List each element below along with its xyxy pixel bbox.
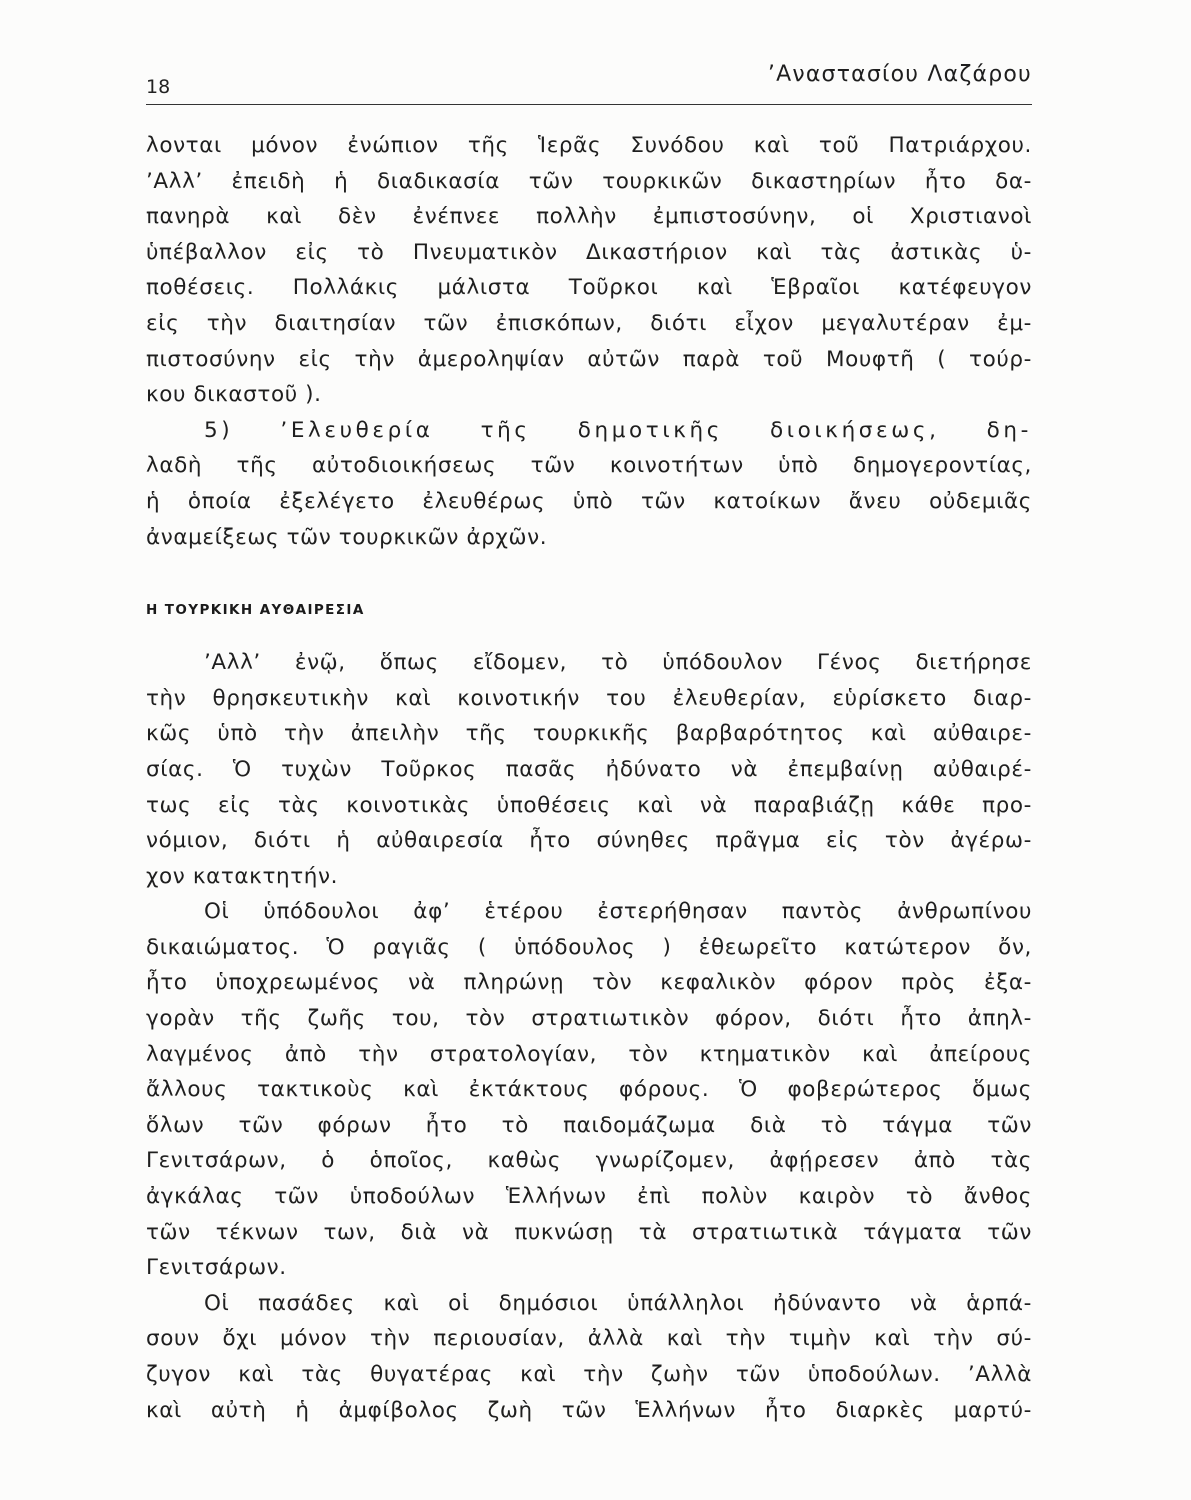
running-head-author: ’Αναστασίου Λαζάρου bbox=[767, 62, 1032, 87]
text-line: λαδὴ τῆς αὐτοδιοικήσεως τῶν κοινοτήτων ὑπὸ δημογεροντίας, bbox=[146, 453, 1032, 479]
text-line: ἀναμείξεως τῶν τουρκικῶν ἀρχῶν. bbox=[146, 524, 548, 550]
text-line: ἦτο ὑποχρεωμένος νὰ πληρώνῃ τὸν κεφαλικὸν φόρον πρὸς ἐξα- bbox=[146, 970, 1032, 996]
paragraph bbox=[146, 645, 1032, 894]
section-gap bbox=[146, 555, 1032, 595]
text-line: τως εἰς τὰς κοινοτικὰς ὑποθέσεις καὶ νὰ παραβιάζῃ κάθε προ- bbox=[146, 792, 1032, 818]
section-heading: Η ΤΟΥΡΚΙΚΗ ΑΥΘΑΙΡΕΣΙΑ bbox=[146, 602, 365, 619]
paragraph bbox=[146, 1286, 1032, 1428]
text-line: λαγμένος ἀπὸ τὴν στρατολογίαν, τὸν κτηματικὸν καὶ ἀπείρους bbox=[146, 1041, 1032, 1067]
text-line: πανηρὰ καὶ δὲν ἐνέπνεε πολλὴν ἐμπιστοσύνην, οἱ Χριστιανοὶ bbox=[146, 204, 1032, 230]
text-line: κῶς ὑπὸ τὴν ἀπειλὴν τῆς τουρκικῆς βαρβαρότητος καὶ αὐθαιρε- bbox=[146, 721, 1032, 747]
text-line: καὶ αὐτὴ ἡ ἀμφίβολος ζωὴ τῶν Ἑλλήνων ἦτο διαρκὲς μαρτύ- bbox=[146, 1397, 1032, 1423]
text-line: ἄλλους τακτικοὺς καὶ ἐκτάκτους φόρους. Ὁ φοβερώτερος ὅμως bbox=[146, 1077, 1032, 1103]
text-line: κου δικαστοῦ ). bbox=[146, 382, 322, 408]
text-line: τὴν θρησκευτικὴν καὶ κοινοτικήν του ἐλευθερίαν, εὑρίσκετο διαρ- bbox=[146, 685, 1032, 711]
running-head bbox=[146, 62, 1032, 102]
text-line: Γενιτσάρων. bbox=[146, 1255, 287, 1281]
text-line: ’Αλλ’ ἐπειδὴ ἡ διαδικασία τῶν τουρκικῶν δικαστηρίων ἦτο δα- bbox=[146, 168, 1032, 194]
text-line: λονται μόνον ἐνώπιον τῆς Ἱερᾶς Συνόδου καὶ τοῦ Πατριάρχου. bbox=[146, 133, 1032, 158]
page-number: 18 bbox=[146, 76, 171, 98]
text-line: Οἱ πασάδες καὶ οἱ δημόσιοι ὑπάλληλοι ἠδύναντο νὰ ἁρπά- bbox=[204, 1290, 1032, 1316]
text-line: 5) ’Ελευθερία τῆς δημοτικῆς διοικήσεως, δη- bbox=[204, 417, 1032, 443]
text-line: Γενιτσάρων, ὁ ὁποῖος, καθὼς γνωρίζομεν, ἀφῄρεσεν ἀπὸ τὰς bbox=[146, 1148, 1032, 1174]
text-line: χον κατακτητήν. bbox=[146, 863, 339, 889]
paragraph bbox=[146, 894, 1032, 1286]
paragraph bbox=[146, 128, 1032, 413]
text-line: Οἱ ὑπόδουλοι ἀφ’ ἑτέρου ἐστερήθησαν παντὸς ἀνθρωπίνου bbox=[204, 899, 1032, 925]
text-line: τῶν τέκνων των, διὰ νὰ πυκνώσῃ τὰ στρατιωτικὰ τάγματα τῶν bbox=[146, 1219, 1032, 1245]
text-line: ἀγκάλας τῶν ὑποδούλων Ἑλλήνων ἐπὶ πολὺν καιρὸν τὸ ἄνθος bbox=[146, 1184, 1032, 1210]
text-line: πιστοσύνην εἰς τὴν ἀμεροληψίαν αὐτῶν παρὰ τοῦ Μουφτῆ ( τούρ- bbox=[146, 346, 1032, 372]
text-line: γορὰν τῆς ζωῆς του, τὸν στρατιωτικὸν φόρον, διότι ἦτο ἀπηλ- bbox=[146, 1006, 1032, 1032]
text-line: εἰς τὴν διαιτησίαν τῶν ἐπισκόπων, διότι εἶχον μεγαλυτέραν ἐμ- bbox=[146, 310, 1032, 336]
text-line: νόμιον, διότι ἡ αὐθαιρεσία ἦτο σύνηθες πρᾶγμα εἰς τὸν ἀγέρω- bbox=[146, 828, 1032, 854]
text-line: σουν ὄχι μόνον τὴν περιουσίαν, ἀλλὰ καὶ τὴν τιμὴν καὶ τὴν σύ- bbox=[146, 1326, 1032, 1352]
text-line: ὅλων τῶν φόρων ἦτο τὸ παιδομάζωμα διὰ τὸ τάγμα τῶν bbox=[146, 1112, 1032, 1138]
text-line: ποθέσεις. Πολλάκις μάλιστα Τοῦρκοι καὶ Ἑβραῖοι κατέφευγον bbox=[146, 275, 1032, 301]
paragraph bbox=[146, 413, 1032, 555]
text-line: ἡ ὁποία ἐξελέγετο ἐλευθέρως ὑπὸ τῶν κατοίκων ἄνευ οὐδεμιᾶς bbox=[146, 488, 1032, 514]
text-line: ’Αλλ’ ἐνῷ, ὅπως εἴδομεν, τὸ ὑπόδουλον Γένος διετήρησε bbox=[204, 650, 1032, 676]
header-rule bbox=[146, 104, 1032, 105]
text-line: ζυγον καὶ τὰς θυγατέρας καὶ τὴν ζωὴν τῶν ὑποδούλων. ’Αλλὰ bbox=[146, 1362, 1032, 1387]
text-line: ὑπέβαλλον εἰς τὸ Πνευματικὸν Δικαστήριον καὶ τὰς ἀστικὰς ὑ- bbox=[146, 239, 1032, 265]
body-text bbox=[146, 128, 1032, 1428]
text-line: δικαιώματος. Ὁ ραγιᾶς ( ὑπόδουλος ) ἐθεωρεῖτο κατώτερον ὄν, bbox=[146, 934, 1032, 960]
text-line: σίας. Ὁ τυχὼν Τοῦρκος πασᾶς ἠδύνατο νὰ ἐπεμβαίνῃ αὐθαιρέ- bbox=[146, 756, 1032, 782]
